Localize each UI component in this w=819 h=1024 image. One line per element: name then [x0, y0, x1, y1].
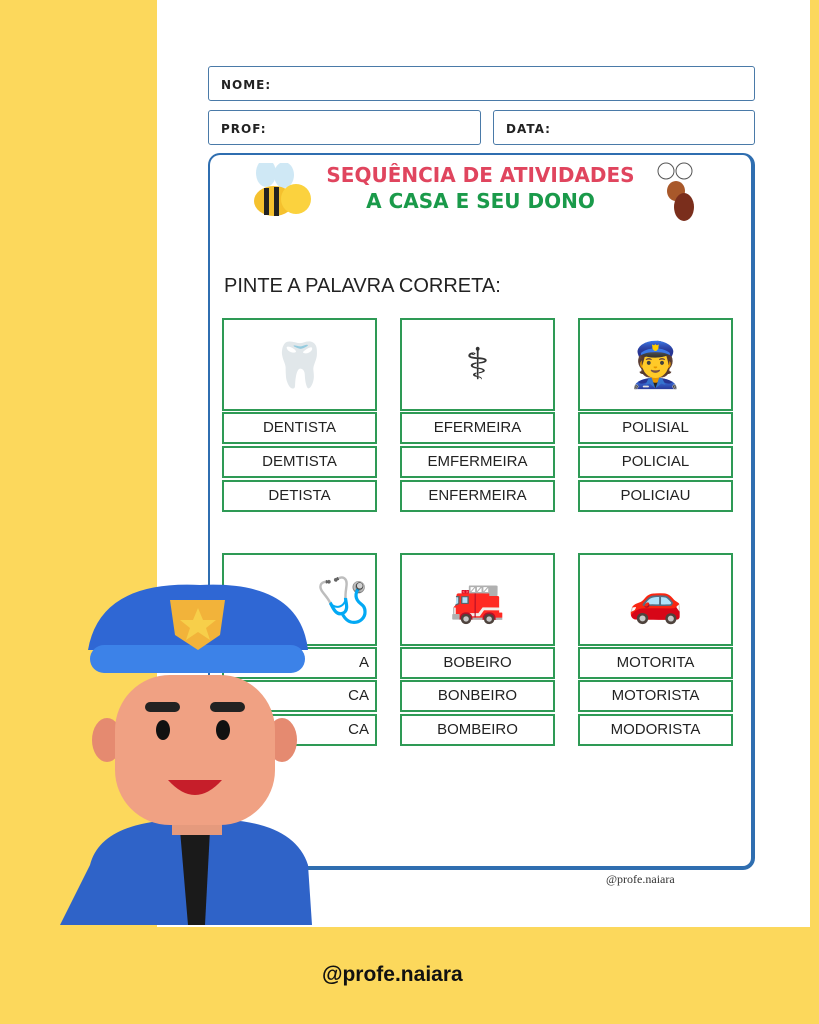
cockroach-icon — [654, 161, 704, 225]
title: SEQUÊNCIA DE ATIVIDADES — [326, 163, 635, 187]
police-officer-icon: 👮 — [628, 340, 683, 390]
nurse-icon: ⚕ — [465, 340, 490, 389]
word-option[interactable]: DEMTISTA — [222, 446, 377, 478]
word-option[interactable]: MOTORISTA — [578, 680, 733, 712]
word-option[interactable]: POLISIAL — [578, 412, 733, 444]
word-option[interactable]: BOMBEIRO — [400, 714, 555, 746]
word-option[interactable]: A — [222, 647, 377, 679]
police-character-illustration — [60, 580, 315, 925]
instruction: PINTE A PALAVRA CORRETA: — [224, 275, 501, 297]
date-label: DATA: — [506, 122, 551, 136]
word-option[interactable]: POLICIAU — [578, 480, 733, 512]
word-option[interactable]: EFERMEIRA — [400, 412, 555, 444]
card-image — [400, 553, 555, 646]
card-image — [578, 553, 733, 646]
word-option[interactable]: MODORISTA — [578, 714, 733, 746]
driver-icon: 🚗 — [628, 575, 683, 625]
word-option[interactable]: CA — [222, 680, 377, 712]
name-label: NOME: — [221, 78, 272, 92]
word-option[interactable]: POLICIAL — [578, 446, 733, 478]
name-field[interactable] — [208, 66, 755, 101]
word-option[interactable]: CA — [222, 714, 377, 746]
word-option[interactable]: MOTORITA — [578, 647, 733, 679]
dentist-icon: 🦷 — [272, 340, 327, 390]
footer-handle: @profe.naiara — [322, 963, 463, 986]
card-image — [578, 318, 733, 411]
doctor-icon: 🩺 — [316, 575, 371, 625]
word-option[interactable]: DETISTA — [222, 480, 377, 512]
word-option[interactable]: EMFERMEIRA — [400, 446, 555, 478]
sheet-handle: @profe.naiara — [606, 872, 675, 886]
word-option[interactable]: BOBEIRO — [400, 647, 555, 679]
word-option[interactable]: BONBEIRO — [400, 680, 555, 712]
word-option[interactable]: DENTISTA — [222, 412, 377, 444]
firefighter-icon: 🚒 — [450, 575, 505, 625]
prof-field[interactable] — [208, 110, 481, 145]
date-field[interactable] — [493, 110, 755, 145]
subtitle: A CASA E SEU DONO — [366, 189, 595, 213]
card-image — [222, 318, 377, 411]
bee-icon — [236, 163, 326, 225]
word-option[interactable]: ENFERMEIRA — [400, 480, 555, 512]
prof-label: PROF: — [221, 122, 267, 136]
card-image — [400, 318, 555, 411]
